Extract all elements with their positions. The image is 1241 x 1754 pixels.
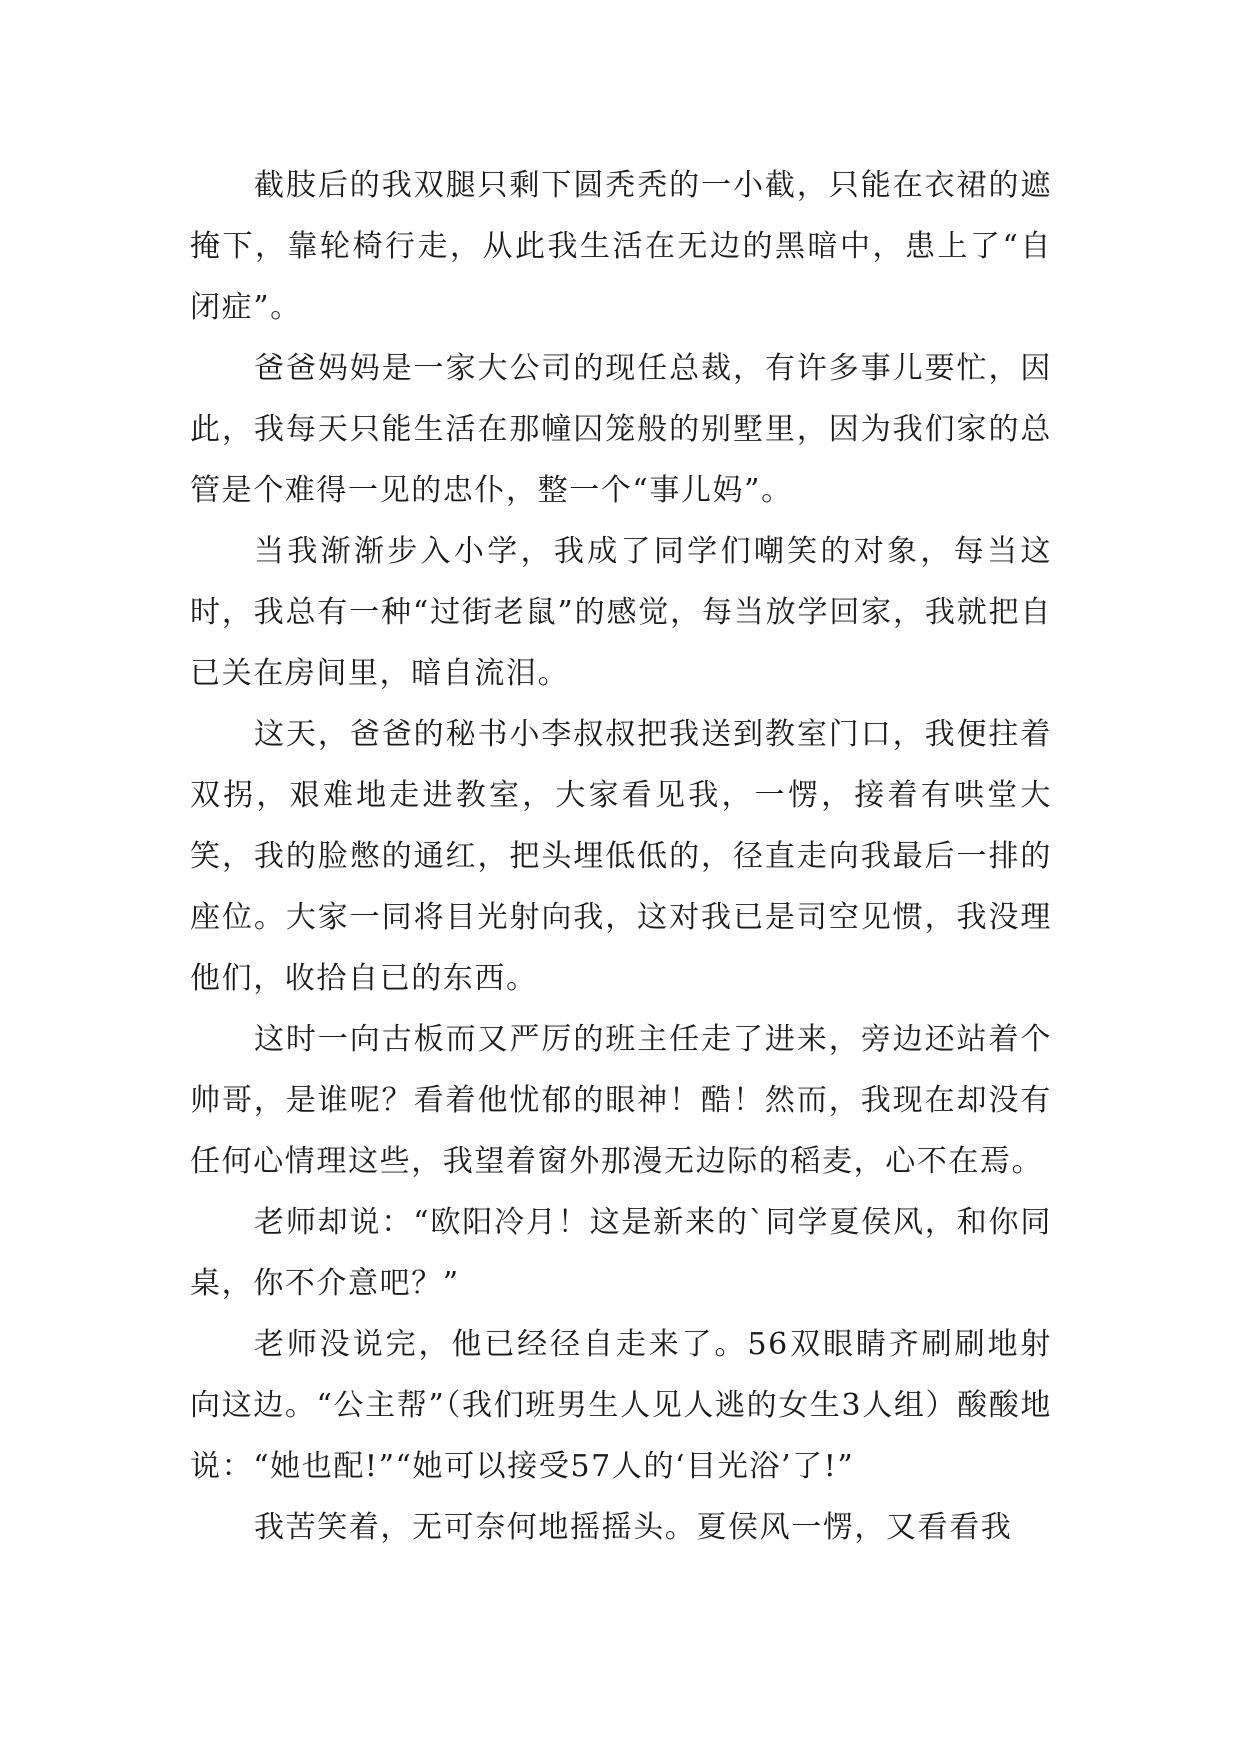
paragraph-6: 老师却说：“欧阳冷月！这是新来的`同学夏侯风，和你同桌，你不介意吧？” [190,1205,1052,1301]
paragraph-3: 当我渐渐步入小学，我成了同学们嘲笑的对象，每当这时，我总有一种“过街老鼠”的感觉，每当放学回家，我就把自已关在房间里，暗自流泪。 [190,534,1052,691]
paragraph-5: 这时一向古板而又严厉的班主任走了进来，旁边还站着个帅哥，是谁呢？看着他忧郁的眼神！酷！然而，我现在却没有任何心情理这些，我望着窗外那漫无边际的稻麦，心不在焉。 [190,1022,1052,1179]
paragraph-1: 截肢后的我双腿只剩下圆秃秃的一小截，只能在衣裙的遮掩下，靠轮椅行走，从此我生活在无边的黑暗中，患上了“自闭症”。 [190,168,1052,325]
document-body [190,155,1052,1558]
paragraph-7: 老师没说完，他已经径自走来了。56双眼睛齐刷刷地射向这边。“公主帮”（我们班男生人见人逃的女生3人组）酸酸地说：“她也配!”“她可以接受57人的‘目光浴’了!” [190,1327,1052,1484]
paragraph-8: 我苦笑着，无可奈何地摇摇头。夏侯风一愣，又看看我 [254,1510,1013,1545]
paragraph-4: 这天，爸爸的秘书小李叔叔把我送到教室门口，我便拄着双拐，艰难地走进教室，大家看见我，一愣，接着有哄堂大笑，我的脸憋的通红，把头埋低低的，径直走向我最后一排的座位。大家一同将目光射向我，这对我已是司空见惯，我没理他们，收拾自已的东西。 [190,717,1052,996]
paragraph-2: 爸爸妈妈是一家大公司的现任总裁，有许多事儿要忙，因此，我每天只能生活在那幢囚笼般的别墅里，因为我们家的总管是个难得一见的忠仆，整一个“事儿妈”。 [190,351,1052,508]
